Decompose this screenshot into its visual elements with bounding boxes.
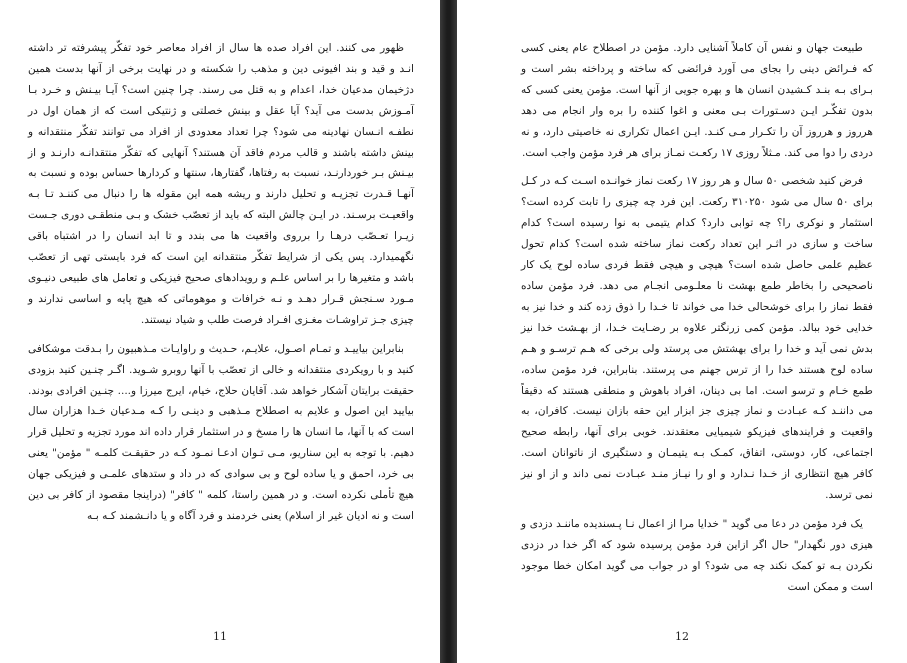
paragraph: فرض کنید شخصی ۵۰ سال و هر روز ۱۷ رکعت نماز خوانـده اسـت کـه در کـل برای ۵۰ سال می شود ۳۱۰۲۵۰ رکعت. این فرد چه چیزی را تابت کرده است؟ استثمار و نوکری را؟ چه توابی دارد؟ کدام یتیمی به نوا رسیده است؟ کدام ساخت و سازی در اثـر این تعداد رکعت نماز ساخته شده است؟ کدام تحول عظیم علمی حاصل شده است؟ هیچی و هیچی فقط فردی ساده لوح یک کار ناصحیحی را بخاطر طمع بهشت نا معلـومی انجـام می دهد. فرد مؤمن ساده فقط نماز را برای خوشحالی خدا می خواند تا خـدا را ذوق زده کند و خدا نیز به خدایی خود ببالد. مؤمن کمی زرنگتر علاوه بر رضـایت خـدا، از بهـشت خدا نیز بدش نمی آید و خدا را برای بهشتش می پرستد ولی برخی که هـم ترسـو و هـم ساده لوح هستند خدا را از ترس جهنم می پرستند. بنابراین، فرد مؤمن ساده، طمع خـام و ترسو است. اما بی دینان، افراد باهوش و منطقی هستند که دقیقاً می داننـد کـه عبـادت و نماز چیزی جز ابزار این حقه بازان نیست. کافران، به واقعیت و فرایندهای فیزیکو شیمیایی معتقدند. خوبی برای آنها، رابطه صحیح اجتماعی، کار، دوستی، اتفاق، کمـک بـه یتیمـان و دستگیری از ناتوانان است. کافر هیچ انتظاری از خـدا نـدارد و او را نیـاز منـد عبـادت نمی داند و از او نیز نمی ترسد. (521, 175, 873, 502)
right-page-text (521, 38, 873, 598)
paragraph: یک فرد مؤمن در دعا می گوید " خدایا مرا از اعمال نـا پـسندیده ماننـد دزدی و هیزی دور نگهدار" حال اگر ازاین فرد مؤمن پرسیده شود که اگر خدا در دزدی نکردن بـه تو کمک نکند چه می شود؟ او در جواب می گوید امکان خطا موجود است و ممکن است (521, 517, 873, 593)
left-page-text (28, 38, 414, 527)
paragraph: ظهور می کنند. این افراد صده ها سال از افراد معاصر خود تفکّر پیشرفته تر داشته انـد و قید و بند افیونی دین و مذهب را شکسته و در نهایت برخی از آنها بدست همین دژخیمان مدعیان خدا، اعدام و به قتل می رسند. چرا چنین است؟ آیـا بیـنش و خـرد بـا آمـوزش بدست می آید؟ آیا عقل و بینش خصلتی و ژنتیکی است که از همان اول در نطفـه انـسان نهادینه می شود؟ چرا تعداد معدودی از افراد می توانند تفکّر منتقدانه و بینش داشته باشند و قالب مردم فاقد آن هستند؟ آنهایی که تفکّر منتقدانـه دارنـد و از بیـنش بـر خوردارنـد، نسبت به رفتاها، گفتارها، سنتها و کردارها حساس بوده و نسبت به آنهـا قـدرت تجزیـه و تحلیل دارند و ریشه همه این مقوله ها را دنبال می کننـد تـا بـه واقعیـت برسـند. در ایـن چالش البته که باید از تعصّب خشک و بـی منطقـی دوری جـست زیـرا تعـصّب درهـا را برروی واقعیت ها می بندد و تا ابد انسان را در اشتباه باقی نگهمیدارد. پس یکی از شرایط تفکّر منتقدانه این است که فرد بایستی تهی از تعصّب باشد و متغیرها را بر اساس علـم و رویدادهای صحیح فیزیکی و تعامل های طبیعی دنیـوی مـورد سـنجش قـرار دهـد و نـه خرافات و موهوماتی که هیچ پایه و اساسی ندارند و چیزی جـز تراوشـات مغـزی افـراد فرصت طلب و شیاد نیستند. (28, 42, 414, 326)
right-page (457, 0, 907, 663)
book-gutter (440, 0, 457, 663)
paragraph: طبیعت جهان و نفس آن کاملاً آشنایی دارد. مؤمن در اصطلاح عام یعنی کسی که فـرائض دینی را بجای می آورد فرائضی که ساخته و پرداخته بشر است و بـرای بـه بنـد کـشیدن انسان ها و بهره جویی از آنها است. مؤمن یعنی کسی که بدون تفکّـر ایـن دسـتورات بـی معنی و اغوا کننده را بره وار انجام می دهد هرروز و هرروز آن را تکـرار مـی کنـد. ایـن اعمال تکراری نه خاصیتی دارد، و نه دردی را دوا می کند. مـثلاً روزی ۱۷ رکعـت نمـاز برای هر فرد مؤمن واجب است. (521, 42, 873, 159)
page-number: 12 (675, 630, 689, 643)
paragraph: بنابراین بیاییـد و تمـام اصـول، علایـم، حـدیث و راوایـات مـذهبیون را بـدقت موشکافی کنید و با رویکردی منتقدانه و خالی از تعصّب با آنها روبرو شـوید. اگـر چنـین کنید بزودی حقیقت برایتان آشکار خواهد شد. آقایان حلاج، خیام، ایرج میرزا و.... چنـین افرادی بودند. بیایید این اصول و علایم به اصطلاح مـذهبی و دینـی را کـه مـدعیان خـدا هزاران سال است که با آنها، ما انسان ها را مسخ و در استثمار قرار داده اند مورد تجزیه و تحلیل قرار دهیم. با توجه به این سناریو، مـی تـوان ادعـا نمـود کـه در حقیقـت کلمـه " مؤمن" یعنی بی خرد، احمق و یا ساده لوح و بی سوادی که در داد و ستدهای علمـی و فیزیکی جهان هیچ تأملی نکرده است. و در همین راستا، کلمه " کافر" (دراینجا مقصود از کافر بی دین است و نه ادیان غیر از اسلام) یعنی خردمند و فرد آگاه و یا دانـشمند کـه بـه (28, 342, 414, 522)
left-page (0, 0, 440, 663)
page-number: 11 (213, 630, 227, 643)
